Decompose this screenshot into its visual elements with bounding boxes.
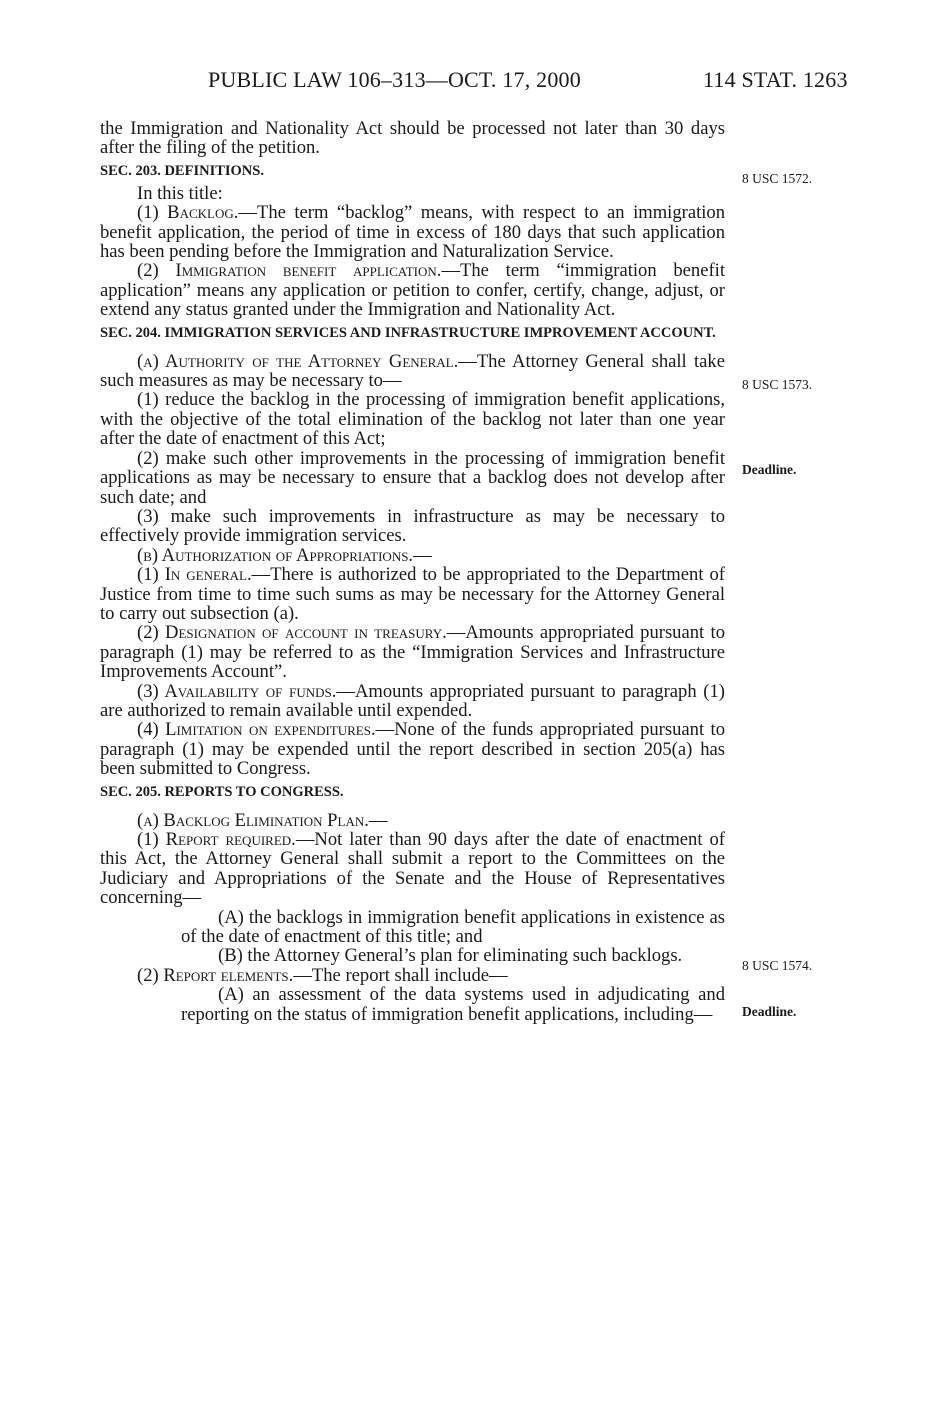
section-205-a-text: — [368,809,388,831]
section-204-b2-heading: (2) Designation of account in treasury. [137,622,447,644]
margin-note-8-usc-1574: 8 USC 1574. [742,958,813,973]
statute-body [100,119,725,1024]
margin-note-deadline-2: Deadline. [742,1004,797,1019]
section-204-b3-text: —Amounts appropriated pursuant to paragraph (1) are authorized to remain available until expended. [100,680,725,721]
section-204-a-text: —The Attorney General shall take such measures as may be necessary to— [100,350,725,392]
definition-2-heading: (2) Immigration benefit application. [137,260,442,282]
section-205-subsection-a [100,811,725,830]
section-204-a-paragraph-1: (1) reduce the backlog in the processing of immigration benefit applications, with the objective of the total elimination of the backlog not later than one year after the date of enactment of this Act; [100,389,725,450]
definition-1 [100,203,725,261]
section-205-heading: SEC. 205. REPORTS TO CONGRESS. [100,783,344,800]
section-204-a-heading: (a) Authority of the Attorney General. [137,350,459,372]
section-205-a2-subparagraph-A: (A) an assessment of the data systems used in adjudicating and reporting on the status of immigration benefit applications, including— [181,984,725,1025]
section-204-a-paragraph-3: (3) make such improvements in infrastructure as may be necessary to effectively provide immigration services. [100,505,725,547]
section-204-b-paragraph-2 [100,623,725,681]
section-205-a-paragraph-1 [100,830,725,908]
section-205-a2-text: —The report shall include— [293,964,508,986]
section-204-b2-text: —Amounts appropriated pursuant to paragraph (1) may be referred to as the “Immigration Services and Infrastructure Improvements Account”. [100,622,725,683]
section-204-b-paragraph-1 [100,565,725,623]
section-205-a1-subparagraph-B: (B) the Attorney General’s plan for eliminating such backlogs. [218,945,683,967]
section-204-b1-text: —There is authorized to be appropriated to the Department of Justice from time to time such sums as may be necessary for the Attorney General to carry out subsection (a). [100,564,725,624]
margin-note-8-usc-1573: 8 USC 1573. [742,377,813,392]
section-205-a1-text: —Not later than 90 days after the date of enactment of this Act, the Attorney General shall submit a report to the Committees on the Judiciary and Appropriations of the Senate and the House of Representatives concerning— [100,829,725,909]
section-204-b4-heading: (4) Limitation on expenditures. [137,719,376,741]
margin-note-8-usc-1572: 8 USC 1572. [742,171,813,186]
section-204-b1-heading: (1) In general. [137,564,252,586]
intro-continuation: the Immigration and Nationality Act should be processed not later than 30 days after the filing of the petition. [100,118,725,159]
margin-note-deadline-1: Deadline. [742,462,797,477]
section-204-subsection-b [100,546,725,565]
running-header-title: PUBLIC LAW 106–313—OCT. 17, 2000 [208,67,581,92]
definition-2 [100,261,725,319]
definition-1-heading: (1) Backlog. [137,202,239,224]
definition-1-text: —The term “backlog” means, with respect to an immigration benefit application, the period of time in excess of 180 days that such application has been pending before the Immigration and Naturalization Service. [100,202,726,263]
definition-2-text: —The term “immigration benefit application” means any application or petition to confer, certify, change, adjust, or extend any status granted under the Immigration and Nationality Act. [100,260,725,321]
section-204-b-paragraph-4 [100,720,725,778]
section-203-heading: SEC. 203. DEFINITIONS. [100,162,264,179]
section-205-a1-subparagraph-A: (A) the backlogs in immigration benefit applications in existence as of the date of enactment of this title; and [181,906,725,948]
section-205-a1-heading: (1) Report required. [137,829,296,850]
section-204-b-paragraph-3 [100,682,725,721]
section-204-b-heading: (b) Authorization of Appropriations. [137,544,414,566]
section-204-a-paragraph-2: (2) make such other improvements in the processing of immigration benefit applications as may be necessary to ensure that a backlog does not develop after such date; and [100,447,725,508]
section-204-subsection-a [100,352,725,391]
section-205-a-heading: (a) Backlog Elimination Plan. [137,809,369,831]
section-204-b-text: — [413,544,432,566]
section-204-heading: SEC. 204. IMMIGRATION SERVICES AND INFRASTRUCTURE IMPROVEMENT ACCOUNT. [100,324,716,341]
section-205-a-paragraph-2 [100,966,725,985]
section-203-lead: In this title: [137,182,223,204]
section-204-b3-heading: (3) Availability of funds. [137,680,337,702]
section-205-a2-heading: (2) Report elements. [137,964,294,986]
section-204-b4-text: —None of the funds appropriated pursuant to paragraph (1) may be expended until the report described in section 205(a) has been submitted to Congress. [100,719,725,780]
running-header-stat-page: 114 STAT. 1263 [703,67,848,92]
